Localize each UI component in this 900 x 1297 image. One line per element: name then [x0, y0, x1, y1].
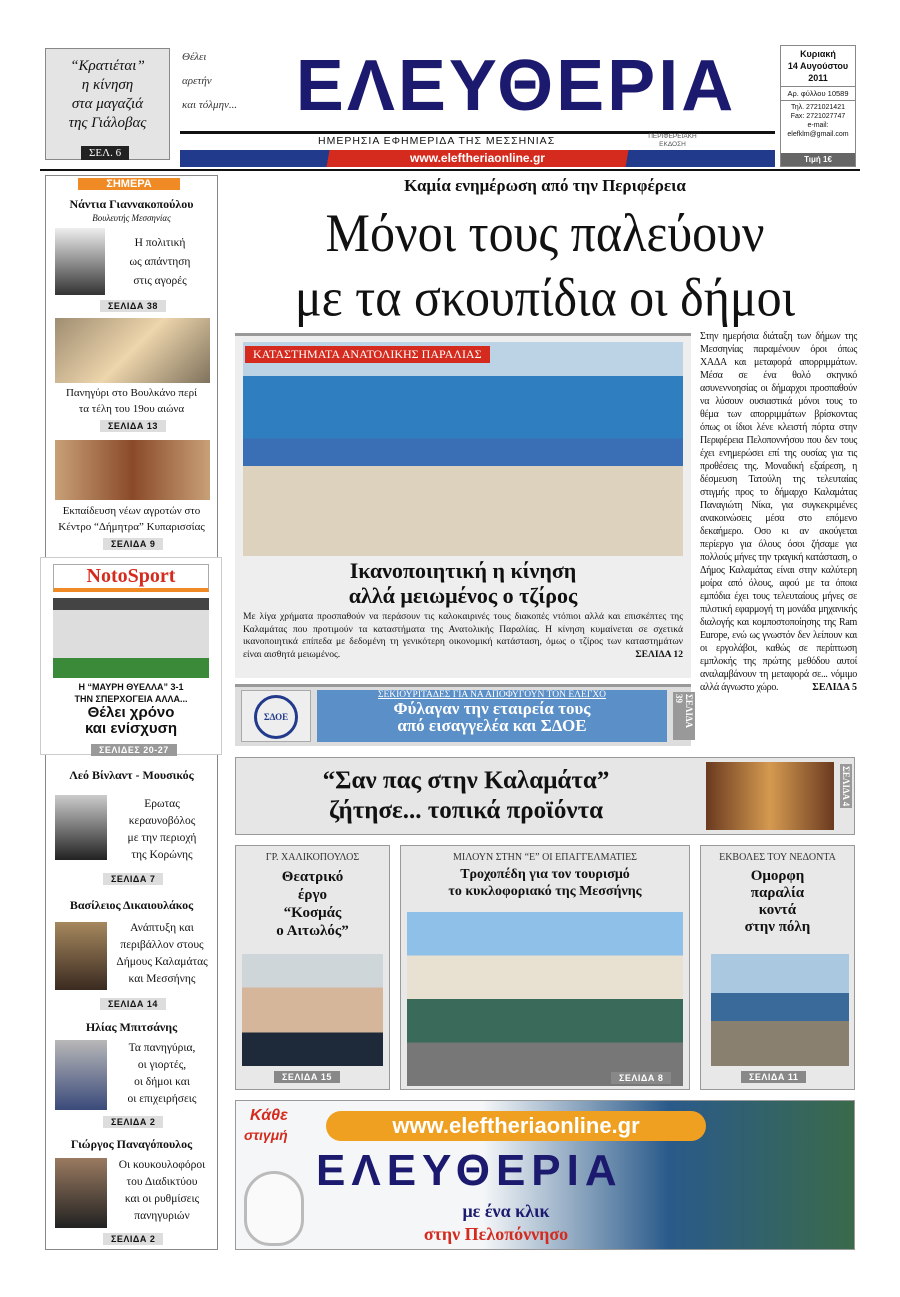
ad-stigmi: στιγμή [244, 1127, 288, 1143]
sdoe-headline: Φύλαγαν την εταιρεία τους [393, 699, 591, 718]
email-label: e-mail: [807, 122, 829, 129]
notosport-box[interactable] [40, 557, 222, 755]
fax: Fax: 2721027747 [790, 113, 846, 120]
motto [182, 45, 256, 117]
ad-logo: ΕΛΕΥΘΕΡΙΑ [316, 1146, 623, 1195]
sdoe-headline: από εισαγγελέα και ΣΔΟΕ [397, 716, 587, 735]
author-photo [55, 795, 107, 860]
sidebar-author: Βασίλειος Δικαιουλάκος [69, 898, 194, 912]
website-ad[interactable] [235, 1100, 855, 1250]
farmers-photo [55, 440, 210, 500]
sidebar-author: Ηλίας Μπιτσάνης [85, 1020, 178, 1034]
author-photo [55, 922, 107, 990]
page-ref: ΣΕΛΙΔΑ 8 [611, 1072, 671, 1084]
page-ref: ΣΕΛΙΔΑ 11 [741, 1071, 806, 1083]
issue-info [780, 45, 856, 167]
sidebar-item-text[interactable]: Ανάπτυξη και περιβάλλον στους Δήμους Καλαμάτας και Μεσσήνης [116, 922, 208, 985]
issue-day: Κυριακή [800, 49, 836, 59]
page-ref: ΣΕΛΙΔΕΣ 20-27 [91, 744, 177, 756]
today-label: ΣΗΜΕΡΑ [78, 178, 180, 190]
page-ref: ΣΕΛΙΔΑ 13 [100, 420, 166, 432]
kalamata-headline: ζήτησε... τοπικά προϊόντα [328, 797, 604, 824]
page-ref: ΣΕΛΙΔΑ 39 [673, 692, 695, 740]
sidebar-author: Γιώργος Παναγόπουλος [70, 1137, 193, 1151]
ad-line2: στην Πελοπόννησο [423, 1224, 569, 1244]
box-traffic[interactable]: ΜΙΛΟΥΝ ΣΤΗΝ “Ε” ΟΙ ΕΠΑΓΓΕΛΜΑΤΙΕΣ Τροχοπέδη για τον τουρισμό το κυκλοφοριακό της Μεσσήνης ΣΕΛΙΔΑ 8 [400, 845, 690, 1090]
box-label: ΕΚΒΟΛΕΣ ΤΟΥ ΝΕΔΟΝΤΑ [719, 852, 836, 863]
issue-date: 14 Αυγούστου [787, 61, 849, 71]
notosport-logo: NotoSport [53, 564, 209, 592]
url-text[interactable]: www.eleftheriaonline.gr [410, 151, 545, 165]
page-ref: ΣΕΛΙΔΑ 5 [812, 682, 857, 693]
sidebar-item-text[interactable]: Οι κουκουλοφόροι του Διαδικτύου και οι ρυθμίσεις πανηγυριών [118, 1159, 206, 1222]
teaser-line: της Γιάλοβας [68, 115, 147, 131]
team-photo [53, 598, 209, 678]
sidebar-item-text[interactable]: Τα πανηγύρια, οι γιορτές, οι δήμοι και οι επιχειρήσεις [127, 1042, 197, 1105]
box-beach[interactable]: ΕΚΒΟΛΕΣ ΤΟΥ ΝΕΔΟΝΤΑ Ομορφη παραλία κοντά στην πόλη ΣΕΛΙΔΑ 11 [700, 845, 855, 1090]
teaser-line: η κίνηση [81, 77, 134, 93]
page-ref: ΣΕΛΙΔΑ 2 [103, 1116, 163, 1128]
sidebar-item-text[interactable]: Πανηγύρι στο Βουλκάνο περί τα τέλη του 19ου αιώνα [65, 387, 198, 415]
sport-headline: και ενίσχυση [84, 720, 178, 737]
box-theatre[interactable]: ΓΡ. ΧΑΛΙΚΟΠΟΥΛΟΣ Θεατρικό έργο “Κοσμάς ο Αιτωλός” ΣΕΛΙΔΑ 15 [235, 845, 390, 1090]
sdoe-banner[interactable] [235, 684, 694, 746]
page-ref: ΣΕΛΙΔΑ 38 [100, 300, 166, 312]
beach-body: Με λίγα χρήματα προσπαθούν να περάσουν τις καλοκαιρινές τους διακοπές ντόπιοι αλλά και επισκέπτες της Καλαμάτας που προτιμούν τα καταστήματα της Ανατολικής Παραλίας. Η κίνηση κυμαίνεται σε σχετικά ικανοποιητικά επίπεδα με δεδομένη τη γενικότερη οικονομική κατάσταση, όμως ο τζίρος των καταστημάτων είναι αισθητά μειωμένος. ΣΕΛΙΔΑ 12 [243, 611, 683, 660]
teaser-line: στα μαγαζιά [71, 96, 144, 112]
sdoe-logo: ΣΔΟΕ [241, 690, 311, 742]
motto-line: Θέλει [182, 51, 207, 63]
sport-kicker: ΤΗΝ ΣΠΕΡΧΟΓΕΙΑ ΑΛΛΑ... [74, 694, 188, 704]
beach-photo [711, 954, 849, 1066]
village-photo [55, 318, 210, 383]
issue-year: 2011 [808, 73, 828, 83]
beach-headline: αλλά μειωμένος ο τζίρος [348, 583, 578, 608]
sidebar-author: Νάντια Γιαννακοπούλου [69, 197, 194, 211]
author-photo [242, 954, 383, 1066]
beach-article[interactable] [235, 333, 691, 678]
teaser-box[interactable] [45, 48, 170, 160]
edition: ΠΕΡΙΦΕΡΕΙΑΚΗ ΕΚΔΟΣΗ [648, 133, 697, 148]
page-ref: ΣΕΛΙΔΑ 9 [103, 538, 163, 550]
sidebar-item-text[interactable]: Ερωτας κεραυνοβόλος με την περιοχή της Κορώνης [127, 798, 197, 861]
products-photo [706, 762, 834, 830]
author-photo [55, 1158, 107, 1228]
issue-number: Αρ. φύλλου 10589 [781, 87, 855, 101]
teaser-page: ΣΕΛ. 6 [81, 146, 129, 160]
ad-url[interactable]: www.eleftheriaonline.gr [326, 1111, 706, 1141]
lead-kicker: Καμία ενημέρωση από την Περιφέρεια [404, 176, 686, 195]
kalamata-banner[interactable] [235, 757, 855, 835]
motto-line: αρετήν [182, 75, 212, 87]
author-photo [55, 228, 105, 295]
sport-headline: Θέλει χρόνο [87, 704, 175, 721]
box-label: ΓΡ. ΧΑΛΙΚΟΠΟΥΛΟΣ [265, 852, 360, 863]
sidebar-item-text[interactable]: Εκπαίδευση νέων αγροτών στο Κέντρο “Δήμητρα” Κυπαρισσίας [58, 505, 205, 533]
subtitle: ΗΜΕΡΗΣΙΑ ΕΦΗΜΕΡΙΔΑ ΤΗΣ ΜΕΣΣΗΝΙΑΣ [318, 135, 556, 147]
masthead-bottom-rule [40, 169, 860, 171]
teaser-line: “Κρατιέται” [70, 58, 145, 74]
logo: ΕΛΕΥΘΕΡΙΑ [295, 46, 737, 126]
email[interactable]: elefklm@gmail.com [787, 131, 849, 138]
ad-line1: με ένα κλικ [462, 1201, 550, 1221]
page-ref: ΣΕΛΙΔΑ 14 [100, 998, 166, 1010]
author-photo [55, 1040, 107, 1110]
page-ref: ΣΕΛΙΔΑ 12 [635, 648, 683, 660]
phone: Τηλ. 2721021421 [791, 104, 845, 111]
page-ref: ΣΕΛΙΔΑ 15 [274, 1071, 340, 1083]
mouse-icon [244, 1171, 304, 1246]
price: Τιμή 1€ [781, 153, 855, 166]
sidebar-author-role: Βουλευτής Μεσσηνίας [92, 213, 171, 223]
sport-kicker: Η “ΜΑΥΡΗ ΘΥΕΛΛΑ” 3-1 [78, 682, 184, 692]
kalamata-headline: “Σαν πας στην Καλαμάτα” [322, 767, 610, 794]
lead-body[interactable]: Στην ημερήσια διάταξη των δήμων της Μεσσηνίας παραμένουν όροι όπως ΧΑΔΑ και μεταφορά απορριμμάτων. Μέσα σε ένα θολό σκηνικό ασυνεννοησίας οι δήμαρχοι προσπαθούν να λύσουν ουσιαστικά μόνοι τους το θέμα των απορριμμάτων βρίσκοντας όπως οι ίδιοι λένε κλειστή πόρτα στην Περιφέρεια Πελοποννήσου που δεν τους έχει ενημερώσει επί της ουσίας για τις προθέσεις της. Μοναδική εξαίρεση, η δέσμευση Τατούλη της τελευταίας στιγμής προς το δήμαρχο Καλαμάτας Παναγιώτη Νίκα, για συγκεκριμένες ανακοινώσεις μέσα στο επόμενο δεκαήμερο. Οσο κι αν ακούγεται περίεργο για όλους όσοι ζήσαμε για πολλούς μήνες την τραγική κατάσταση, ο Δήμος Καλαμάτας είναι στην καλύτερη μοίρα από όλους, αφού με τα όποια εμπόδια έχει τους τελευταίους μήνες σε πιλοτική εφαρμογή τη μονάδα μηχανικής διαλογής και κομποστοποίησης της Ram Europe, ενώ ως γνωστόν δεν λείπουν και οι εργολάβοι, καθώς σε περίπτωση εμπλοκής της πρώτης μεθόδου αυτοί αναλαμβάνουν τη μεταφορά σε... νόμιμο αλλά άγνωστο χώρο. ΣΕΛΙΔΑ 5 [700, 331, 857, 693]
ad-kathe: Κάθε [250, 1107, 288, 1124]
beach-label: ΚΑΤΑΣΤΗΜΑΤΑ ΑΝΑΤΟΛΙΚΗΣ ΠΑΡΑΛΙΑΣ [245, 346, 490, 363]
beach-photo [243, 342, 683, 556]
sidebar-item-text[interactable]: Η πολιτική ως απάντηση στις αγορές [129, 237, 191, 287]
beach-headline: Ικανοποιητική η κίνηση [349, 558, 577, 583]
sdoe-kicker: ΣΕΚΙΟΥΡΙΤΑΔΕΣ ΓΙΑ ΝΑ ΑΠΟΦΥΓΟΥΝ ΤΟΝ ΕΛΕΓΧΟ [377, 690, 607, 700]
motto-line: και τόλμην... [182, 99, 238, 111]
page-ref: ΣΕΛΙΔΑ 4 [841, 766, 851, 807]
traffic-photo [407, 912, 683, 1086]
box-label: ΜΙΛΟΥΝ ΣΤΗΝ “Ε” ΟΙ ΕΠΑΓΓΕΛΜΑΤΙΕΣ [453, 852, 637, 863]
sidebar-author: Λεό Βίνλαντ - Μουσικός [69, 768, 194, 782]
lead-headline[interactable]: Μόνοι τους παλεύουν με τα σκουπίδια οι δήμοι [294, 202, 796, 328]
page-ref: ΣΕΛΙΔΑ 2 [103, 1233, 163, 1245]
url-bar[interactable] [180, 150, 775, 167]
page-ref: ΣΕΛΙΔΑ 7 [103, 873, 163, 885]
